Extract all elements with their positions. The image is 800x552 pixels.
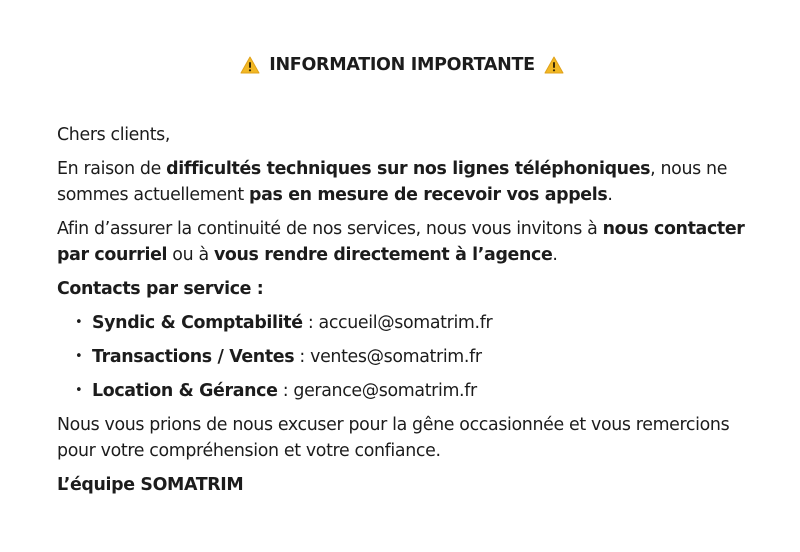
- text: .: [607, 185, 613, 205]
- contact-service: Transactions / Ventes: [92, 347, 295, 367]
- text: .: [552, 245, 558, 265]
- notice-title-row: [57, 50, 747, 80]
- text: En raison de: [57, 159, 167, 179]
- contact-item-transactions: [57, 344, 757, 370]
- bullet: •: [75, 349, 83, 364]
- emphasis-no-calls: pas en mesure de recevoir vos appels: [249, 185, 608, 205]
- contact-service: Syndic & Comptabilité: [92, 313, 303, 333]
- contact-item-location: [57, 378, 757, 404]
- contact-service: Location & Gérance: [92, 381, 278, 401]
- bullet: •: [75, 383, 83, 398]
- signature: L’équipe SOMATRIM: [57, 475, 244, 495]
- contact-list: [57, 310, 757, 404]
- bullet: •: [75, 315, 83, 330]
- emphasis-technical-difficulties: difficultés techniques sur nos lignes téléphoniques: [166, 159, 651, 179]
- contacts-heading: Contacts par service :: [57, 279, 264, 299]
- contact-email-link[interactable]: gerance@somatrim.fr: [293, 381, 477, 401]
- emphasis-contact-email: nous contacter par courriel: [57, 219, 745, 265]
- warning-icon: [544, 56, 564, 74]
- contact-separator: :: [277, 381, 294, 401]
- text: Afin d’assurer la continuité de nos services, nous vous invitons à: [57, 219, 603, 239]
- contact-separator: :: [302, 313, 319, 333]
- greeting: Chers clients,: [57, 125, 171, 145]
- notice-title: INFORMATION IMPORTANTE: [269, 55, 535, 75]
- emphasis-visit-agency: vous rendre directement à l’agence: [213, 245, 553, 265]
- text: , nous ne sommes actuellement: [57, 159, 728, 205]
- paragraph-phone-issue: [57, 156, 757, 208]
- closing-paragraph: Nous vous prions de nous excuser pour la gêne occasionnée et vous remercions pour votre compréhension et votre confiance.: [57, 415, 730, 461]
- text: ou à: [167, 245, 214, 265]
- contact-email-link[interactable]: accueil@somatrim.fr: [318, 313, 493, 333]
- contact-separator: :: [294, 347, 311, 367]
- paragraph-contact-options: [57, 216, 757, 268]
- contact-email-link[interactable]: ventes@somatrim.fr: [310, 347, 482, 367]
- contact-item-syndic: [57, 310, 757, 336]
- notice: [57, 50, 757, 498]
- warning-icon: [240, 56, 260, 74]
